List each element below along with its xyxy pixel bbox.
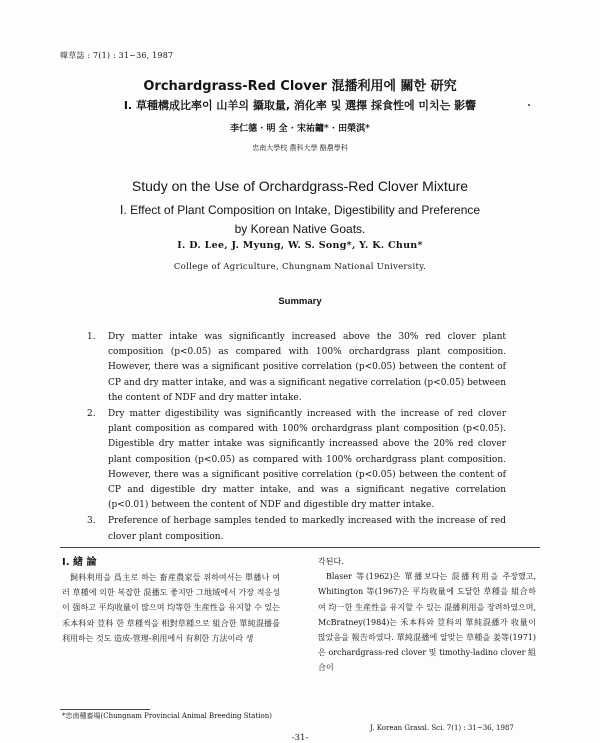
body-column-right [318, 554, 536, 676]
korean-authors: 李仁德 · 明 全 · 宋祐鏞* · 田榮淇* [230, 124, 370, 134]
section-divider [60, 547, 540, 548]
summary-list [87, 330, 506, 546]
summary-item-text: Dry matter digestibility was significantly increased with the increase of red clover plant composition as compared with 100% orchardgrass plant composition (p<0.05). Digestible dry matter intake was significantly increassed above the 20% red clover plant composition (p<0.05) as compared with 100% orchardgrass plant composition. However, there was a significant positive correlation (p<0.05) between the content of CP and digestible dry matter intake, and was a significant negative correlation (p<0.01) between the content of NDF and digestible dry matter intake. [108, 409, 506, 511]
scan-speck [528, 104, 530, 106]
korean-subtitle: Ⅰ. 草種構成比率이 山羊의 攝取量, 消化率 및 選擇 採食性에 미치는 影響 [123, 99, 477, 112]
korean-affiliation: 忠南大學校 農科大學 酪農學科 [252, 144, 348, 152]
summary-item-text: Dry matter intake was significantly increased above the 30% red clover plant composition (p<0.05) as compared with 100% orchardgrass plant composition. However, there was a significant positive correlation (p<0.05) between the content of CP and dry matter intake, and was a significant negative correlation (p<0.05) between the content of NDF and dry matter intake. [108, 332, 506, 403]
english-authors: I. D. Lee, J. Myung, W. S. Song*, Y. K. Chun* [177, 240, 423, 251]
summary-item [87, 330, 506, 406]
korean-title: Orchardgrass-Red Clover 混播利用에 關한 研究 [143, 79, 457, 94]
summary-item [87, 407, 506, 513]
summary-item-number: 1. [87, 332, 96, 342]
english-affiliation: College of Agriculture, Chungnam National University. [173, 262, 427, 272]
page-number: -31- [291, 733, 309, 743]
english-subtitle-line-2: by Korean Native Goats. [234, 222, 366, 236]
english-subtitle-line-1: Ⅰ. Effect of Plant Composition on Intake, Digestibility and Preference [119, 203, 481, 217]
summary-item-number: 3. [87, 516, 96, 527]
section-heading-introduction: Ⅰ. 緖 論 [62, 557, 97, 568]
english-subtitle [0, 201, 600, 239]
english-title: Study on the Use of Orchardgrass-Red Clover Mixture [131, 178, 469, 194]
body-column-left: 飼料利用을 爲主로 하는 畜産農家들 위하여서는 單播나 여러 草種에 의한 복잡한 混播도 좋지만 그地域에서 가장 적응성이 强하고 平均收量이 많으며 均等한 生産性을 유지할 수 있는 禾本科와 荳科 한 草種씩을 相對草種으로 組合한 單純混播를 利用하는 것도 造成-管理-利用에서 有利한 方法이라 생 [62, 573, 280, 643]
body-paragraph: Blaser 等(1962)은 單播보다는 混播利用을 주장했고, Whitington 等(1967)은 平均收量에 도달한 草種을 組合하여 均一한 生産性을 유지할 수 있는 混播利用을 장려하였으며, McBratney(1984)는 禾本科와 荳科의 單純混播가 收量이 많았음을 報告하였다. 單純混播에 알맞는 草種을 姜等(1971)은 orchardgrass-red clover 및 timothy-ladino clover 組合이 [318, 572, 536, 673]
summary-item-number: 2. [87, 409, 96, 420]
body-paragraph: 각된다. [318, 557, 344, 566]
summary-item-text: Preference of herbage samples tended to markedly increased with the increase of red clover plant composition. [108, 516, 506, 542]
footnote: *忠南種畜場(Chungnam Provincial Animal Breeding Station) [62, 712, 272, 720]
summary-item [87, 514, 506, 544]
journal-reference: 韓草誌 : 7(1) : 31~36, 1987 [60, 51, 174, 60]
footnote-rule [60, 709, 150, 710]
summary-heading: Summary [278, 296, 322, 307]
running-footer: J. Korean Grassl. Sci. 7(1) : 31~36, 1987 [370, 724, 514, 732]
